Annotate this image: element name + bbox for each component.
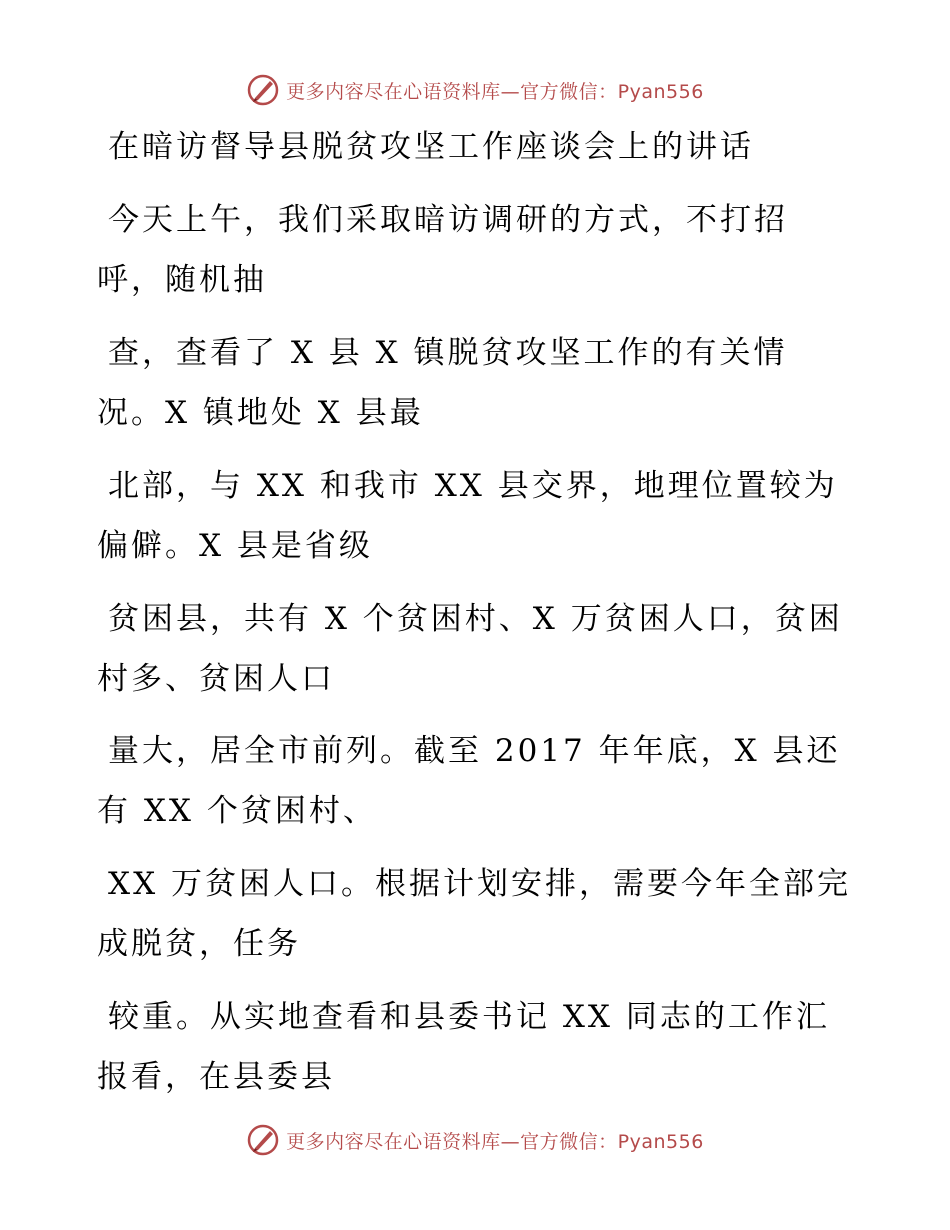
paragraph-line: 成脱贫，任务 (97, 926, 301, 962)
footer-watermark-text: 更多内容尽在心语资料库—官方微信：Pyan556 (286, 1130, 704, 1153)
paragraph-line: 村多、贫困人口 (97, 661, 335, 697)
paragraph-line: 北部，与 XX 和我市 XX 县交界，地理位置较为 (108, 468, 838, 504)
paragraph-line: 今天上午，我们采取暗访调研的方式，不打招 (108, 202, 788, 238)
footer-watermark-banner (0, 1120, 950, 1160)
header-watermark-text: 更多内容尽在心语资料库—官方微信：Pyan556 (286, 80, 704, 103)
paragraph-line: 偏僻。X 县是省级 (97, 528, 373, 564)
paragraph-line: 贫困县，共有 X 个贫困村、X 万贫困人口，贫困 (108, 601, 843, 637)
paragraph-line: 有 XX 个贫困村、 (97, 793, 377, 829)
quill-pen-logo-icon (246, 1123, 280, 1157)
paragraph-line: 查，查看了 X 县 X 镇脱贫攻坚工作的有关情 (108, 335, 788, 371)
paragraph-line: 报看，在县委县 (97, 1059, 335, 1095)
paragraph-line: XX 万贫困人口。根据计划安排，需要今年全部完 (108, 866, 851, 902)
document-title: 在暗访督导县脱贫攻坚工作座谈会上的讲话 (108, 129, 754, 165)
paragraph-line: 较重。从实地查看和县委书记 XX 同志的工作汇 (108, 999, 830, 1035)
paragraph-line: 况。X 镇地处 X 县最 (97, 395, 424, 431)
paragraph-line: 呼，随机抽 (97, 262, 267, 298)
paragraph-line: 量大，居全市前列。截至 2017 年年底，X 县还 (108, 733, 841, 769)
